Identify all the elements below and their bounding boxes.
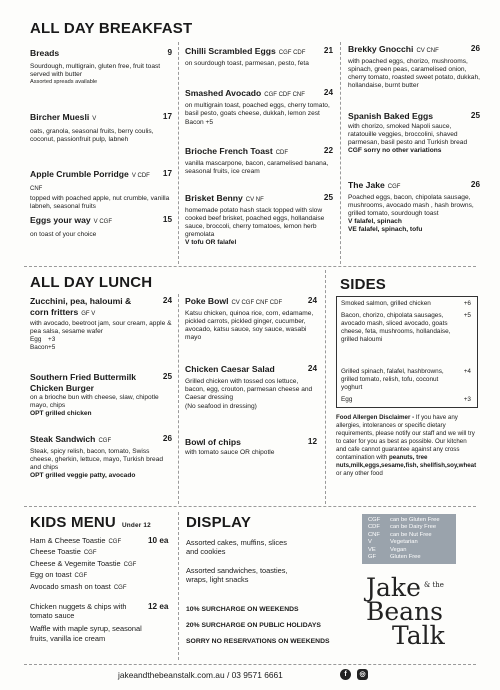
addon-row: Bacon +5: [30, 343, 56, 351]
surcharge-note: 10% SURCHARGE ON WEEKENDS: [186, 606, 299, 613]
item-extra: (No seafood in dressing): [185, 402, 257, 410]
item-desc: vanilla mascarpone, bacon, caramelised banana, seasonal fruits, ice cream: [185, 159, 329, 175]
menu-item: [30, 372, 172, 418]
item-price: 25: [470, 111, 480, 120]
menu-item: [185, 437, 317, 457]
side-price: +5: [463, 312, 471, 319]
contact-info: jakeandthebeanstalk.com.au / 03 9571 6661: [118, 670, 283, 680]
item-extra: V tofu OR falafel: [185, 238, 237, 246]
divider: [178, 42, 179, 264]
item-name: The Jake: [348, 180, 385, 190]
section-divider: [24, 506, 476, 507]
menu-item: [30, 215, 172, 239]
item-desc: on toast of your choice: [30, 230, 97, 238]
menu-item: [30, 169, 172, 211]
item-tags: V CGF: [93, 219, 112, 225]
addon-row: Egg +3: [30, 336, 56, 344]
menu-item: [348, 44, 480, 90]
menu-item: [185, 88, 333, 127]
item-price: 24: [323, 88, 333, 97]
kids-group-1: [30, 536, 142, 593]
item-desc: Katsu chicken, quinoa rice, corn, edamame, pickled carrots, pickled ginger, cucumber, avocado, katsu sauce, soy sauce, wasabi mayo: [185, 309, 314, 341]
item-price: 25: [323, 193, 333, 202]
kids-subtitle: Under 12: [121, 522, 151, 529]
footer-divider: [24, 664, 476, 665]
display-item: Assorted cakes, muffins, slices and cookies: [186, 538, 287, 557]
item-price: 24: [162, 296, 172, 305]
display-item: Assorted sandwiches, toasties, wraps, light snacks: [186, 566, 288, 585]
divider: [178, 512, 179, 660]
sides-title: SIDES: [340, 276, 387, 293]
item-price: 26: [470, 180, 480, 189]
item-extra: Bacon +5: [185, 118, 214, 126]
kids-item: Cheese & Vegemite Toastie CGF: [30, 558, 137, 568]
item-desc: Sourdough, multigrain, gluten free, fruit toast served with butter: [30, 62, 161, 78]
item-extra: OPT grilled chicken: [30, 410, 92, 418]
item-desc: Steak, spicy relish, bacon, tomato, Swiss cheese, gherkin, lettuce, mayo, Turkish bread and chips: [30, 447, 164, 471]
item-price: 17: [162, 112, 172, 121]
kids-item: Egg on toast CGF: [30, 570, 88, 580]
instagram-icon[interactable]: ◎: [357, 669, 368, 680]
item-tags: CGF CDF CNF: [264, 92, 305, 98]
item-desc: on sourdough toast, parmesan, pesto, feta: [185, 59, 309, 67]
divider: [325, 270, 326, 504]
item-price: 9: [167, 48, 172, 57]
surcharge-note: SORRY NO RESERVATIONS ON WEEKENDS: [186, 638, 330, 645]
item-price: 24: [307, 364, 317, 373]
lunch-title: ALL DAY LUNCH: [30, 274, 153, 291]
item-extra: CGF sorry no other variations: [348, 146, 442, 154]
item-extra: V falafel, spinach VE falafel, spinach, tofu: [348, 217, 423, 233]
divider: [178, 294, 179, 504]
side-name: Smoked salmon, grilled chicken: [341, 300, 431, 307]
side-item: [341, 312, 471, 344]
menu-item: [30, 112, 172, 144]
breakfast-title: ALL DAY BREAKFAST: [30, 20, 193, 37]
side-name: Bacon, chorizo, chipolata sausages, avocado mash, sliced avocado, goats cheese, feta, mushrooms, hollandaise, grilled haloumi: [341, 312, 451, 343]
kids-group-2: [30, 602, 148, 643]
dietary-legend: CGF can be Gluten Free CDF can be Dairy Free CNF can be Nut Free V Vegetarian VE Vegan GF Gluten Free: [362, 514, 456, 564]
allergen-disclaimer: Food Allergen Disclaimer - If you have any allergies, intolerances or specific dietary requirements, please notify our staff and we will try to cater for you as best as possible. Our kitchen and cafe cannot guarantee against any cross contamination with peanuts, tree nuts,milk,eggs,sesame,fish, shellfish,soy,wheat or any other food: [336, 414, 477, 477]
side-item: [341, 368, 471, 392]
divider: [340, 42, 341, 264]
item-desc: homemade potato hash stack topped with slow cooked beef brisket, poached eggs, hollandaise sauce, broccoli, cherry tomatoes, lemon herb gremolata: [185, 206, 325, 238]
menu-item: [30, 296, 172, 352]
item-price: 26: [470, 44, 480, 53]
item-desc: on multigrain toast, poached eggs, cherry tomato, basil pesto, goats cheese, dukkah, lemon zest: [185, 101, 330, 117]
kids-item: Avocado smash on toast CGF: [30, 581, 127, 591]
item-desc: topped with poached apple, nut crumble, vanilla labneh, seasonal fruits: [30, 195, 170, 211]
item-tags: GF V: [81, 310, 96, 317]
menu-item: [348, 111, 480, 155]
item-tags: CDF: [275, 150, 289, 156]
kids-item: Cheese Toastie CGF: [30, 547, 97, 557]
item-price: 15: [162, 215, 172, 224]
side-price: +6: [463, 300, 471, 307]
side-price: +4: [463, 368, 471, 375]
kids-item: Chicken nuggets & chips with tomato sauce: [30, 602, 127, 621]
item-desc: with avocado, beetroot jam, sour cream, apple & pea salsa, sesame wafer: [30, 320, 172, 336]
item-price: 26: [162, 434, 172, 443]
item-tags: CV CNF: [416, 48, 439, 54]
item-tags: V CDF CNF: [30, 173, 150, 192]
item-name: Bircher Muesli: [30, 112, 90, 122]
item-name: Breads: [30, 48, 60, 58]
item-name: Spanish Baked Eggs: [348, 111, 434, 121]
item-name: Steak Sandwich: [30, 434, 96, 444]
item-tags: CV NF: [245, 197, 264, 203]
side-item: [341, 300, 471, 308]
kids-title: KIDS MENU Under 12: [30, 514, 151, 531]
item-name: Bowl of chips: [185, 437, 241, 447]
item-desc: Grilled chicken with tossed cos lettuce, bacon, egg, crouton, parmesan cheese and Caesar dressing: [185, 377, 313, 401]
brand-logo: Jake & the Beans Talk: [366, 573, 445, 650]
facebook-icon[interactable]: f: [340, 669, 351, 680]
side-item: [341, 396, 471, 404]
kids-item: Ham & Cheese Toastie CGF: [30, 536, 122, 545]
item-name: Chicken Caesar Salad: [185, 364, 275, 374]
kids-price-1: 10 ea: [148, 536, 169, 545]
item-tags: CV CGF CNF CDF: [231, 300, 283, 306]
item-name: Brioche French Toast: [185, 146, 273, 156]
menu-item: [30, 434, 172, 480]
display-title: DISPLAY: [186, 514, 252, 531]
item-price: 25: [162, 372, 172, 381]
menu-item: [185, 193, 333, 247]
item-desc: Poached eggs, bacon, chipolata sausage, mushrooms, avocado mash , hash browns, grilled tomato, sourdough toast: [348, 193, 474, 217]
side-name: Grilled spinach, falafel, hashbrowns, grilled tomato, relish, tofu, coconut yoghurt: [341, 368, 444, 391]
item-note: Assorted spreads available: [30, 78, 98, 85]
item-desc: on a brioche bun with cheese, slaw, chipotle mayo, chips: [30, 394, 159, 410]
side-price: +3: [463, 396, 471, 403]
menu-item: [185, 364, 317, 411]
item-desc: with tomato sauce OR chipotle: [185, 448, 275, 456]
item-tags: CGF: [98, 438, 112, 444]
item-name: Eggs your way: [30, 215, 91, 225]
item-name: Brisket Benny: [185, 193, 243, 203]
item-name: Poke Bowl: [185, 296, 229, 306]
item-price: 17: [162, 169, 172, 178]
item-tags: CGF: [387, 184, 401, 190]
item-tags: V: [92, 116, 97, 122]
menu-item: [348, 180, 480, 234]
item-tags: CGF CDF: [278, 50, 306, 56]
item-desc: with poached eggs, chorizo, mushrooms, spinach, green peas, caramelised onion, cherry tomato, roasted sweet potato, dukkah, hollandaise, burnt butter: [348, 57, 480, 89]
item-name: Apple Crumble Porridge: [30, 169, 129, 179]
item-desc: oats, granola, seasonal fruits, berry coulis, coconut, passionfruit pulp, labneh: [30, 127, 154, 143]
kids-item: Waffle with maple syrup, seasonal fruits, vanilla ice cream: [30, 624, 142, 643]
item-name: Southern Fried Buttermilk Chicken Burger: [30, 372, 136, 393]
menu-item: [30, 48, 172, 86]
item-price: 22: [323, 146, 333, 155]
menu-item: [185, 296, 317, 342]
item-price: 21: [323, 46, 333, 55]
section-divider: [24, 266, 476, 267]
side-name: Egg: [341, 396, 353, 403]
item-price: 12: [307, 437, 317, 446]
item-name: Zucchini, pea, haloumi & corn fritters: [30, 296, 132, 317]
surcharge-note: 20% SURCHARGE ON PUBLIC HOLIDAYS: [186, 622, 321, 629]
item-price: 24: [307, 296, 317, 305]
menu-item: [185, 146, 333, 176]
kids-price-2: 12 ea: [148, 602, 169, 611]
item-name: Chilli Scrambled Eggs: [185, 46, 276, 56]
menu-item: [185, 46, 333, 68]
item-desc: with chorizo, smoked Napoli sauce, ratatouille veggies, broccolini, shaved parmesan, basil pesto and Turkish bread: [348, 122, 468, 146]
item-extra: OPT grilled veggie patty, avocado: [30, 471, 136, 479]
item-name: Brekky Gnocchi: [348, 44, 414, 54]
item-name: Smashed Avocado: [185, 88, 262, 98]
surcharge-notes: [186, 602, 330, 650]
